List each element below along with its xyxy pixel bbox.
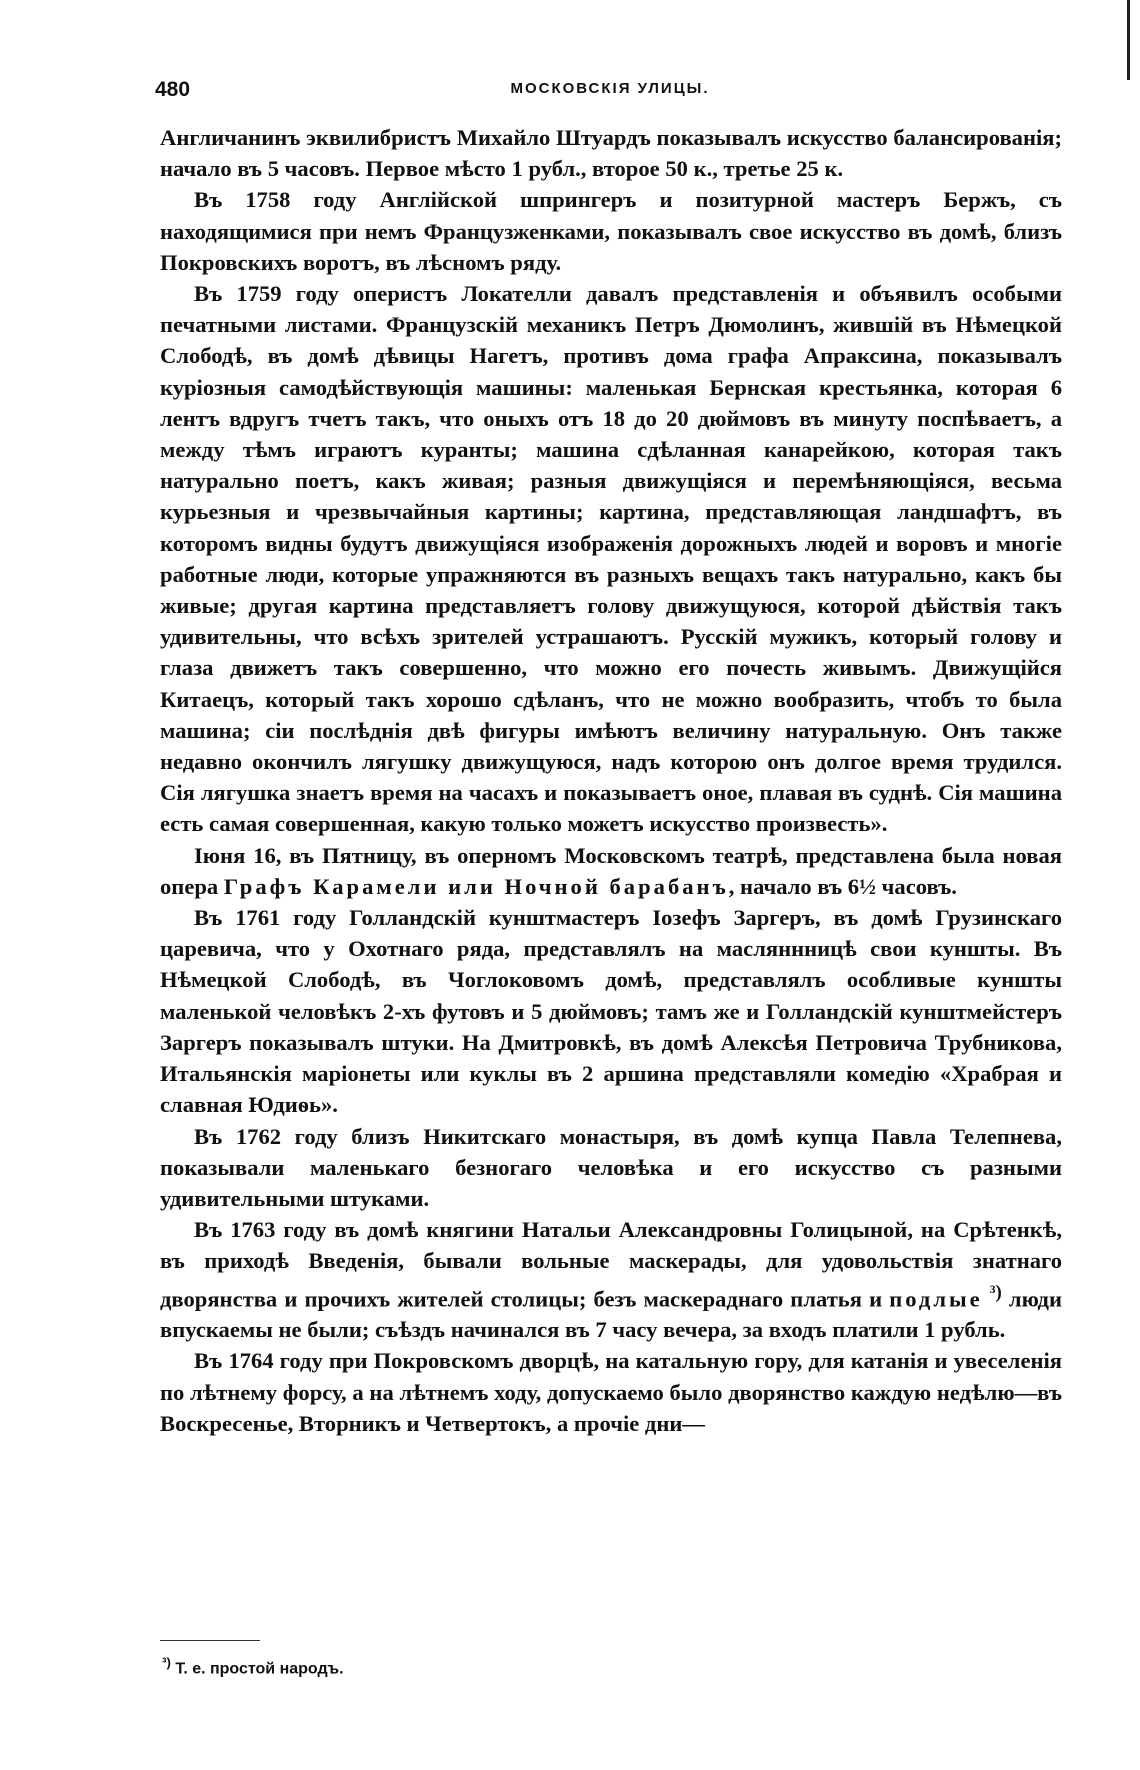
paragraph-1761: Въ 1761 году Голландскій кунштмастеръ Іозефъ Заргеръ, въ домѣ Грузинскаго царевича, что у Охотнаго ряда, представлялъ на масляннницѣ свои куншты. Въ Нѣмецкой Слободѣ, въ Чоглоковомъ домѣ, представлялъ особливые куншты маленькой человѣкъ 2-хъ футовъ и 5 дюймовъ; тамъ же и Голландскій кунштмейстеръ Заргеръ показывалъ штуки. На Дмитровкѣ, въ домѣ Алексѣя Петровича Трубникова, Итальянскія маріонеты или куклы въ 2 аршина представляли комедію «Храбрая и славная Юдиѳь». <box>160 905 1062 1118</box>
footnote-reference: ³) <box>989 1281 1002 1303</box>
page-number: 480 <box>155 78 191 101</box>
paragraph-1762: Въ 1762 году близъ Никитскаго монастыря, въ домѣ купца Павла Телепнева, показывали маленькаго безногаго человѣка и его искусство съ разными удивительными штуками. <box>160 1123 1062 1211</box>
opera-title: Графъ Карамели или Ночной барабанъ <box>223 873 729 899</box>
paragraph-opera <box>160 840 1062 902</box>
paragraph-equilibrist: Англичанинъ эквилибристъ Михайло Штуардъ показывалъ искусство балансированія; начало въ 5 часовъ. Первое мѣсто 1 рубл., второе 50 к., третье 25 к. <box>160 125 1062 182</box>
masquerade-spaced-word: подлые <box>889 1286 983 1312</box>
opera-tail: , начало въ 6½ часовъ. <box>728 873 957 899</box>
page-edge-line <box>1127 0 1130 80</box>
footnote <box>162 1655 344 1678</box>
footnote-divider <box>160 1640 260 1641</box>
footnote-text: Т. е. простой народъ. <box>175 1660 344 1678</box>
footnote-marker: ³) <box>162 1655 171 1670</box>
opera-lead: Іюня 16, въ Пятницу, въ оперномъ Московскомъ театрѣ, представлена была новая опера <box>160 842 1062 899</box>
paragraph-1758: Въ 1758 году Англійской шпрингеръ и позитурной мастеръ Бержъ, съ находящимися при немъ Французженками, показывалъ свое искусство въ домѣ, близъ Покровскихъ воротъ, въ лѣсномъ ряду. <box>160 187 1062 275</box>
masquerade-lead: Въ 1763 году въ домѣ княгини Натальи Александровны Голицыной, на Срѣтенкѣ, въ приходѣ Введенія, бывали вольные маскерады, для удовольствія знатнаго дворянства и прочихъ жителей столицы; безъ маскераднаго платья и <box>160 1217 1062 1312</box>
masquerade-tail: люди впускаемы не были; съѣздъ начинался въ 7 часу вечера, за входъ платили 1 рубль. <box>160 1286 1062 1343</box>
running-title: МОСКОВСКІЯ УЛИЦЫ. <box>510 80 710 97</box>
paragraph-1763 <box>160 1214 1062 1345</box>
page-header <box>155 78 1065 108</box>
body-text <box>160 122 1062 1439</box>
paragraph-1764: Въ 1764 году при Покровскомъ дворцѣ, на катальную гору, для катанія и увеселенія по лѣтнему форсу, а на лѣтнемъ ходу, допускаемо было дворянство каждую недѣлю—въ Воскресенье, Вторникъ и Четвертокъ, а прочіе дни— <box>160 1348 1062 1436</box>
paragraph-1759: Въ 1759 году оперистъ Локателли давалъ представленія и объявилъ особыми печатными листами. Французскій механикъ Петръ Дюмолинъ, жившій въ Нѣмецкой Слободѣ, въ домѣ дѣвицы Нагетъ, противъ дома графа Апраксина, показывалъ куріозныя самодѣйствующія машины: маленькая Бернская крестьянка, которая 6 лентъ вдругъ тчетъ такъ, что оныхъ отъ 18 до 20 дюймовъ въ минуту поспѣваетъ, а между тѣмъ играютъ куранты; машина сдѣланная канарейкою, которая такъ натурально поетъ, какъ живая; разныя движущіяся и перемѣняющіяся, весьма курьезныя и чрезвычайныя картины; картина, представляющая ландшафтъ, въ которомъ видны будутъ движущіяся изображенія дорожныхъ людей и воровъ и многіе работные люди, которые упражняются въ разныхъ вещахъ такъ натурально, какъ бы живые; другая картина представляетъ голову движущуюся, которой дѣйствія такъ удивительны, что всѣхъ зрителей устрашаютъ. Русскій мужикъ, который голову и глаза движетъ такъ совершенно, что можно его почесть живымъ. Движущійся Китаецъ, который такъ хорошо сдѣланъ, что не можно вообразить, чтобъ то была машина; сіи послѣднія двѣ фигуры имѣютъ величину натуральную. Онъ также недавно окончилъ лягушку движущуюся, надъ которою онъ долгое время трудился. Сія лягушка знаетъ время на часахъ и показываетъ оное, плавая въ суднѣ. Сія машина есть самая совершенная, какую только можетъ искусство произвесть». <box>160 281 1062 837</box>
